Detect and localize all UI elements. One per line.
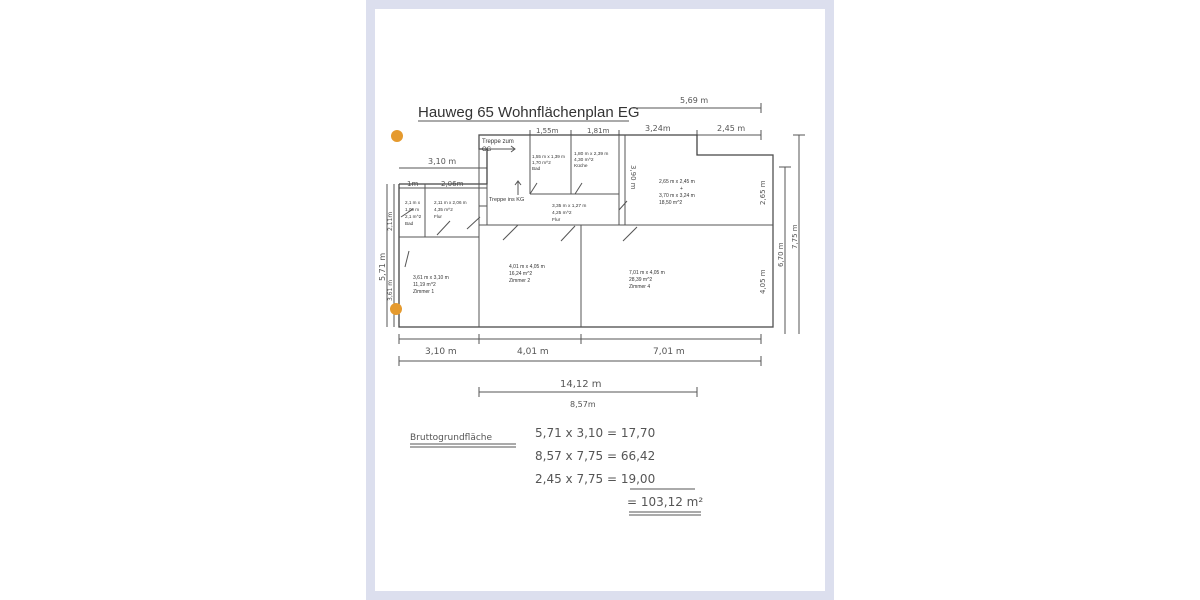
svg-text:1,70 m^2: 1,70 m^2 xyxy=(532,160,551,165)
svg-text:18,50 m^2: 18,50 m^2 xyxy=(659,200,683,206)
dim-155: 1,55m xyxy=(536,127,559,135)
room-label-flur-mid xyxy=(552,203,586,223)
svg-text:4,25 m^2: 4,25 m^2 xyxy=(552,211,572,216)
dim-left-outer: 5,71 m xyxy=(378,252,387,281)
svg-text:28,39 m^2: 28,39 m^2 xyxy=(629,277,653,283)
room-label-zimmer4 xyxy=(629,270,665,290)
dim-390-vert: 3,90 m xyxy=(629,165,637,190)
svg-text:Flur: Flur xyxy=(434,214,442,219)
svg-text:4,01 m x 4,05 m: 4,01 m x 4,05 m xyxy=(509,264,545,270)
dim-310-top: 3,10 m xyxy=(428,157,457,166)
svg-text:3,61 m x 3,10 m: 3,61 m x 3,10 m xyxy=(413,275,449,281)
room-label-bad-small xyxy=(532,154,565,171)
floor-plan xyxy=(375,9,825,591)
svg-text:4,35 m^2: 4,35 m^2 xyxy=(434,207,453,212)
dim-width-857: 8,57m xyxy=(570,400,596,409)
svg-text:Treppe zum: Treppe zum xyxy=(482,139,514,145)
dim-top-total: 5,69 m xyxy=(680,96,709,105)
svg-text:2,1 m x: 2,1 m x xyxy=(405,200,421,205)
svg-text:Flur: Flur xyxy=(552,218,561,223)
svg-text:1,80 m x 2,39 m: 1,80 m x 2,39 m xyxy=(574,152,609,157)
scanned-sheet xyxy=(375,9,825,591)
svg-text:2,65 m x 2,45 m: 2,65 m x 2,45 m xyxy=(659,179,695,185)
room-label-zimmer1 xyxy=(413,275,449,295)
punch-hole-marker xyxy=(391,130,403,142)
door-swing xyxy=(619,201,627,210)
door-swing xyxy=(503,225,518,240)
document-frame xyxy=(366,0,834,600)
calc-row-2: 8,57 x 7,75 = 66,42 xyxy=(535,449,656,463)
calc-total: = 103,12 m² xyxy=(627,495,704,509)
dim-206: 2,06m xyxy=(441,180,464,188)
door-swing xyxy=(575,183,582,194)
dim-bottom-401: 4,01 m xyxy=(517,347,549,357)
door-swing xyxy=(623,227,637,241)
svg-text:1,00 m: 1,00 m xyxy=(405,207,420,212)
dim-181: 1,81m xyxy=(587,127,610,135)
svg-text:4,30 m^2: 4,30 m^2 xyxy=(574,158,594,163)
door-swing xyxy=(437,221,450,235)
label-treppe-og xyxy=(482,139,514,153)
dim-bottom-701: 7,01 m xyxy=(653,347,685,357)
calc-row-1: 5,71 x 3,10 = 17,70 xyxy=(535,426,656,440)
dim-left-b: 3,61 m xyxy=(387,279,394,301)
dim-775: 7,75 m xyxy=(791,224,799,249)
dim-total-width: 14,12 m xyxy=(560,379,602,390)
room-label-flur-left xyxy=(434,200,467,219)
svg-text:3,70 m x 3,24 m: 3,70 m x 3,24 m xyxy=(659,193,695,199)
svg-text:Bad: Bad xyxy=(532,166,541,171)
svg-text:Küche: Küche xyxy=(574,164,588,169)
door-swing xyxy=(561,226,575,241)
calc-row-3: 2,45 x 7,75 = 19,00 xyxy=(535,472,656,486)
svg-text:7,01 m x 4,05 m: 7,01 m x 4,05 m xyxy=(629,270,665,276)
dim-1m: 1m xyxy=(407,180,419,188)
svg-text:16,24 m^2: 16,24 m^2 xyxy=(509,271,533,277)
svg-text:3,35 m x 1,27 m: 3,35 m x 1,27 m xyxy=(552,204,587,209)
dim-405-right: 4,05 m xyxy=(759,269,767,294)
svg-text:Zimmer 4: Zimmer 4 xyxy=(629,284,651,290)
label-treppe-kg: Treppe ins KG xyxy=(489,197,525,203)
door-swing xyxy=(467,217,480,229)
door-swing xyxy=(530,183,537,194)
svg-text:Zimmer 2: Zimmer 2 xyxy=(509,278,531,284)
svg-text:11,19 m^2: 11,19 m^2 xyxy=(413,282,436,288)
svg-text:Zimmer 1: Zimmer 1 xyxy=(413,289,435,295)
dim-bottom-310: 3,10 m xyxy=(425,347,457,357)
svg-text:+: + xyxy=(680,186,683,192)
room-label-room3 xyxy=(659,179,695,206)
svg-text:2,1 m^2: 2,1 m^2 xyxy=(405,214,422,219)
dim-left-a: 2,11m xyxy=(387,211,394,231)
calc-label: Bruttogrundfläche xyxy=(410,433,493,443)
dim-324: 3,24m xyxy=(645,124,671,133)
door-swing xyxy=(405,251,409,267)
plan-title: Hauweg 65 Wohnflächenplan EG xyxy=(418,104,640,121)
dim-265: 2,65 m xyxy=(759,180,767,205)
dim-245: 2,45 m xyxy=(717,124,746,133)
svg-text:OG: OG xyxy=(482,147,492,153)
dim-670: 6,70 m xyxy=(777,242,785,267)
svg-text:2,11 m x 2,06 m: 2,11 m x 2,06 m xyxy=(434,200,467,205)
room-label-kueche xyxy=(574,151,608,169)
svg-text:Bad: Bad xyxy=(405,221,414,226)
svg-text:1,55 m x 1,39 m: 1,55 m x 1,39 m xyxy=(532,154,565,159)
room-label-zimmer2 xyxy=(509,264,545,284)
punch-hole-marker xyxy=(390,303,402,315)
